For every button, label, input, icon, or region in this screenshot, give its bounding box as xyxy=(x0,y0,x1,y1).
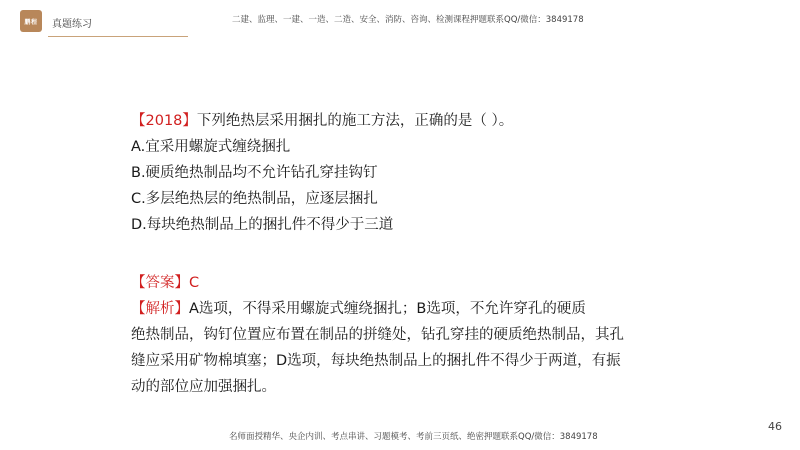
answer-block xyxy=(131,270,671,400)
answer-value: C xyxy=(189,275,200,291)
page-number: 46 xyxy=(768,420,782,433)
option-b: B.硬质绝热制品均不允许钻孔穿挂钩钉 xyxy=(131,165,378,181)
header-divider xyxy=(48,36,188,37)
answer-label: 【答案】 xyxy=(131,275,189,291)
analysis-label: 【解析】 xyxy=(131,301,189,317)
brand-logo xyxy=(20,10,42,32)
question-stem-row xyxy=(131,108,731,134)
option-d: D.每块绝热制品上的捆扎件不得少于三道 xyxy=(131,217,394,233)
option-c: C.多层绝热层的绝热制品，应逐层捆扎 xyxy=(131,191,378,207)
year-tag: 【2018】 xyxy=(131,113,197,129)
logo-text: 鹏程 xyxy=(24,18,38,26)
section-label: 真题练习 xyxy=(52,19,92,30)
option-a: A.宜采用螺旋式缠绕捆扎 xyxy=(131,139,291,155)
answer-row xyxy=(131,270,671,296)
header-banner: 二建、监理、一建、一造、二造、安全、消防、咨询、检测课程押题联系QQ/微信：3849178 xyxy=(232,15,584,25)
question-stem: 下列绝热层采用捆扎的施工方法，正确的是（ ）。 xyxy=(196,113,514,129)
footer-banner: 名师面授精华、央企内训、考点串讲、习题模考、考前三页纸、绝密押题联系QQ/微信：3849178 xyxy=(229,432,598,442)
question-block xyxy=(131,108,731,238)
analysis-line-4: 动的部位应加强捆扎。 xyxy=(131,379,276,395)
analysis-line-3: 缝应采用矿物棉填塞；D选项，每块绝热制品上的捆扎件不得少于两道，有振 xyxy=(131,353,621,369)
analysis-text-1: A选项，不得采用螺旋式缠绕捆扎；B选项，不允许穿孔的硬质 xyxy=(189,301,586,317)
analysis-line-1 xyxy=(131,296,671,322)
analysis-line-2: 绝热制品，钩钉位置应布置在制品的拼缝处，钻孔穿挂的硬质绝热制品，其孔 xyxy=(131,327,624,343)
